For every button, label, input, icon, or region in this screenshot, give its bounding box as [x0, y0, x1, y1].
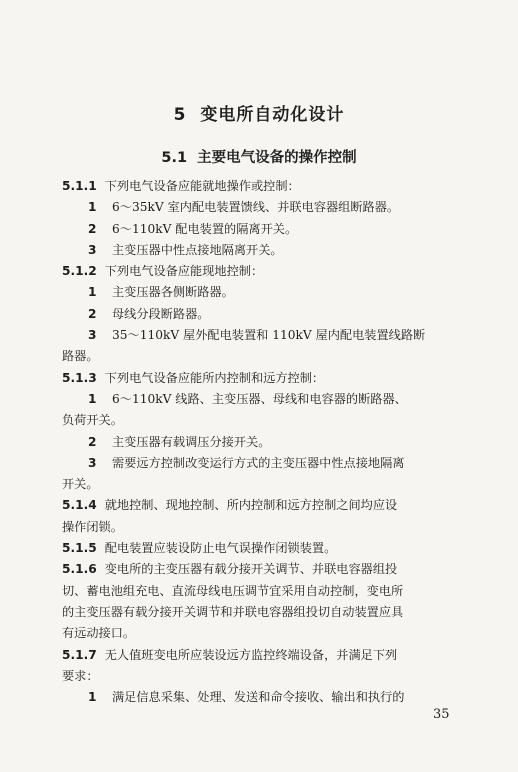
- text-line: [62, 261, 460, 282]
- line-text: 满足信息采集、处理、发送和命令接收、输出和执行的: [112, 690, 405, 705]
- text-line: [62, 240, 460, 261]
- clause-number: 5.1.2: [62, 264, 97, 279]
- clause-number: 5.1.6: [62, 562, 97, 577]
- line-text: 的主变压器有载分接开关调节和并联电容器组投切自动装置应具: [62, 604, 404, 619]
- text-line: [62, 474, 460, 495]
- section-heading: [0, 146, 518, 167]
- line-text: 主变压器有载调压分接开关。: [112, 434, 271, 449]
- line-text: 操作闭锁。: [62, 519, 123, 534]
- text-line: [62, 687, 460, 708]
- clause-number: 5.1.5: [62, 541, 97, 556]
- line-text: 6～110kV 线路、主变压器、母线和电容器的断路器、: [112, 391, 407, 406]
- text-line: [62, 346, 460, 367]
- line-text: 要求：: [62, 668, 99, 683]
- clause-number: 5.1.3: [62, 370, 97, 385]
- text-line: [62, 325, 460, 346]
- line-text: 主变压器中性点接地隔离开关。: [112, 242, 283, 257]
- text-line: [62, 453, 460, 474]
- text-line: [62, 389, 460, 410]
- text-line: [62, 282, 460, 303]
- line-text: 35～110kV 屋外配电装置和 110kV 屋内配电装置线路断: [112, 328, 426, 343]
- line-text: 变电所的主变压器有载分接开关调节、并联电容器组投: [104, 562, 398, 577]
- item-number: 2: [88, 434, 97, 449]
- text-line: [62, 666, 460, 687]
- line-text: 开关。: [62, 477, 99, 492]
- text-line: [62, 559, 460, 580]
- clause-number: 5.1.4: [62, 498, 97, 513]
- line-text: 路器。: [62, 349, 99, 364]
- text-line: [62, 517, 460, 538]
- text-line: [62, 176, 460, 197]
- text-line: [62, 623, 460, 644]
- line-text: 母线分段断路器。: [112, 306, 210, 321]
- text-line: [62, 410, 460, 431]
- item-number: 3: [88, 328, 97, 343]
- body-text: [62, 176, 460, 708]
- section-title: 主要电气设备的操作控制: [197, 150, 357, 166]
- line-text: 下列电气设备应能现地控制：: [104, 264, 264, 279]
- text-line: [62, 645, 460, 666]
- text-line: [62, 304, 460, 325]
- line-text: 需要远方控制改变运行方式的主变压器中性点接地隔离: [112, 455, 405, 470]
- line-text: 6～110kV 配电装置的隔离开关。: [112, 221, 298, 236]
- line-text: 无人值班变电所应装设远方监控终端设备，并满足下列: [104, 647, 398, 662]
- text-line: [62, 432, 460, 453]
- text-line: [62, 581, 460, 602]
- line-text: 下列电气设备应能就地操作或控制：: [104, 179, 300, 193]
- item-number: 1: [88, 391, 97, 406]
- item-number: 2: [88, 221, 97, 236]
- line-text: 有远动接口。: [62, 626, 136, 641]
- text-line: [62, 538, 460, 559]
- item-number: 1: [88, 690, 97, 705]
- item-number: 1: [88, 285, 97, 300]
- text-line: [62, 602, 460, 623]
- text-line: [62, 495, 460, 516]
- chapter-title: 变电所自动化设计: [200, 105, 345, 125]
- clause-number: 5.1.1: [62, 179, 97, 193]
- item-number: 3: [88, 242, 97, 257]
- chapter-number: 5: [173, 105, 187, 125]
- text-line: [62, 219, 460, 240]
- chapter-heading: [0, 100, 518, 125]
- item-number: 1: [88, 200, 97, 215]
- item-number: 2: [88, 306, 97, 321]
- clause-number: 5.1.7: [62, 647, 97, 662]
- text-line: [62, 368, 460, 389]
- line-text: 主变压器各侧断路器。: [112, 285, 234, 300]
- line-text: 6～35kV 室内配电装置馈线、并联电容器组断路器。: [112, 200, 400, 215]
- line-text: 就地控制、现地控制、所内控制和远方控制之间均应设: [104, 498, 398, 513]
- line-text: 负荷开关。: [62, 413, 123, 428]
- line-text: 配电装置应装设防止电气误操作闭锁装置。: [104, 541, 337, 556]
- line-text: 切、蓄电池组充电、直流母线电压调节宜采用自动控制，变电所: [62, 583, 404, 598]
- section-number: 5.1: [161, 150, 188, 166]
- line-text: 下列电气设备应能所内控制和远方控制：: [104, 370, 325, 385]
- text-line: [62, 197, 460, 218]
- item-number: 3: [88, 455, 97, 470]
- page-number: 35: [433, 707, 450, 722]
